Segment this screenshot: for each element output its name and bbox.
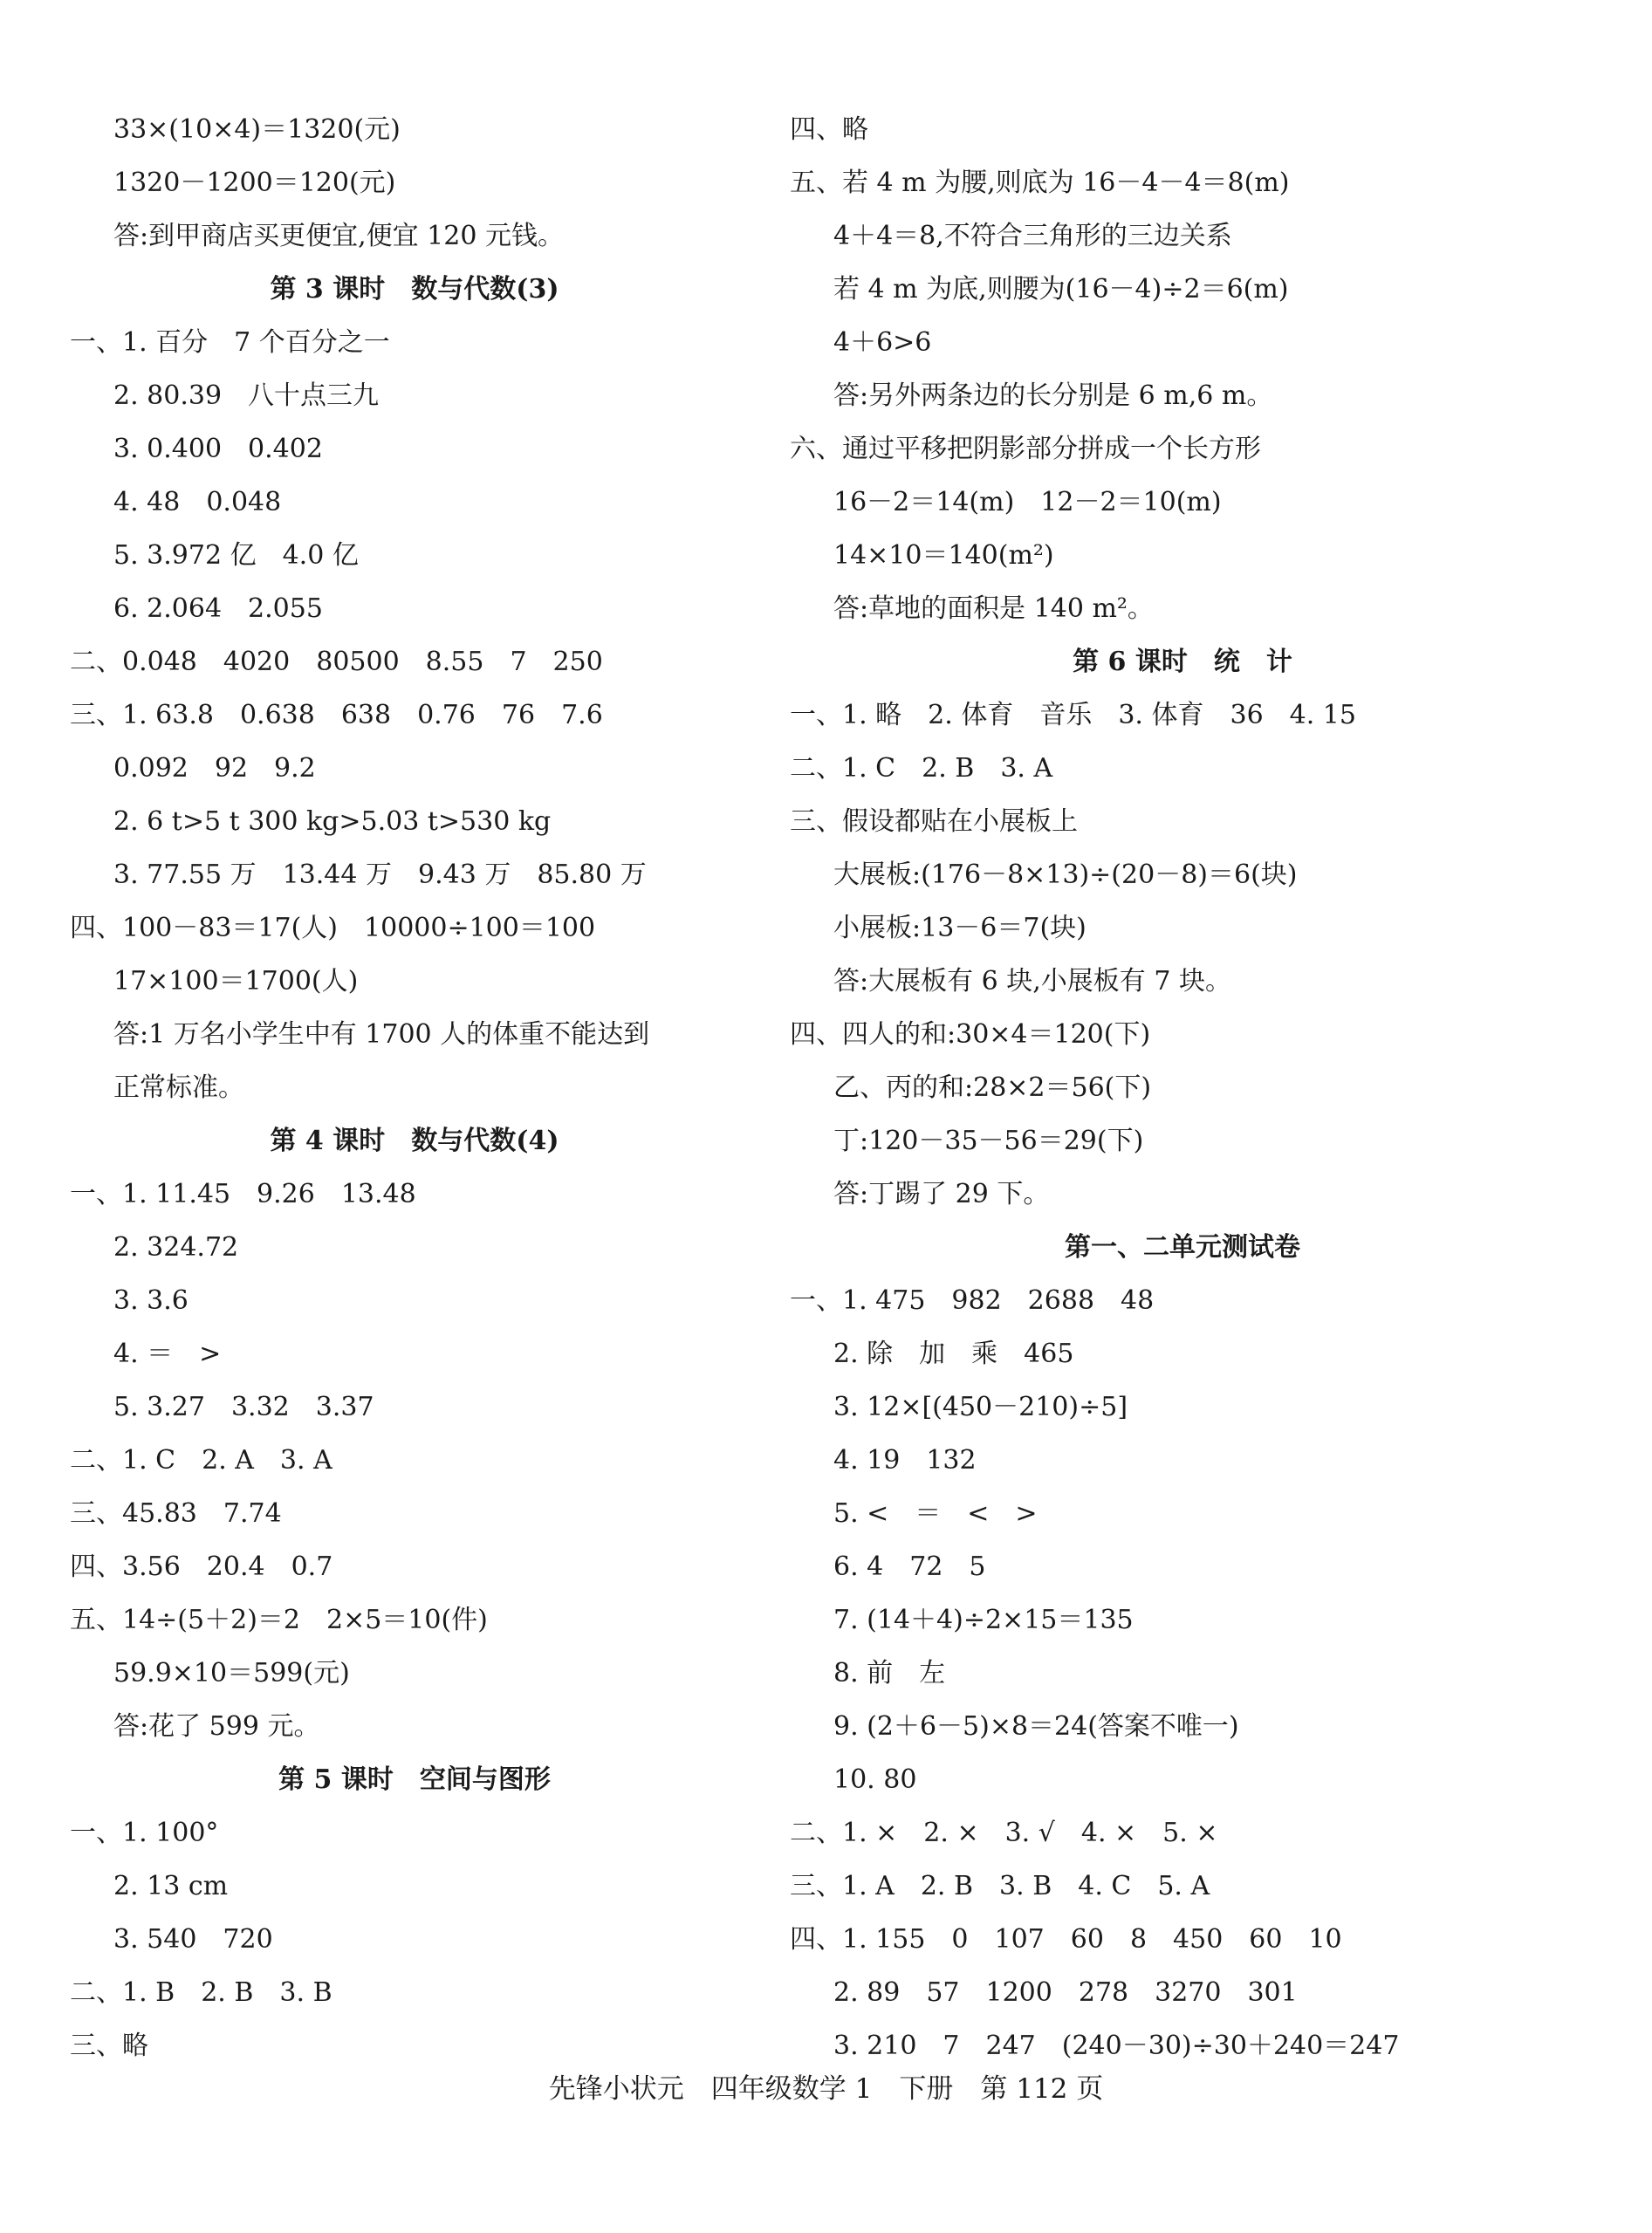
answer-line: 大展板:(176－8×13)÷(20－8)＝6(块) [833,860,1298,890]
answer-line: 四、略 [790,114,868,145]
answer-line: 一、1. 100° [70,1818,219,1848]
answer-line: 一、1. 475 982 2688 48 [790,1285,1155,1316]
answer-line: 0.092 92 9.2 [113,753,316,784]
answer-line: 10. 80 [833,1764,917,1795]
answer-line: 六、通过平移把阴影部分拼成一个长方形 [790,434,1261,464]
answer-line: 三、1. A 2. B 3. B 4. C 5. A [790,1871,1210,1901]
section-heading: 第 6 课时 统 计 [1073,647,1292,677]
answer-line: 5. < ＝ < > [833,1498,1038,1529]
right-column [790,103,1575,2072]
answer-line: 答:大展板有 6 块,小展板有 7 块。 [833,966,1231,997]
answer-line: 答:到甲商店买更便宜,便宜 120 元钱。 [113,221,564,251]
answer-line: 二、1. C 2. A 3. A [70,1445,332,1476]
answer-line: 若 4 m 为底,则腰为(16－4)÷2＝6(m) [833,274,1289,305]
answer-line: 5. 3.27 3.32 3.37 [113,1392,374,1422]
answer-line: 二、1. B 2. B 3. B [70,1977,332,2008]
answer-line: 答:1 万名小学生中有 1700 人的体重不能达到 [113,1019,650,1050]
answer-line: 3. 3.6 [113,1285,189,1316]
answer-line: 3. 210 7 247 (240－30)÷30＋240＝247 [833,2031,1400,2061]
answer-line: 3. 0.400 0.402 [113,434,323,464]
answer-line: 四、100－83＝17(人) 10000÷100＝100 [70,913,596,943]
answer-line: 三、略 [70,2031,148,2061]
answer-line: 四、1. 155 0 107 60 8 450 60 10 [790,1924,1342,1955]
answer-line: 一、1. 11.45 9.26 13.48 [70,1179,416,1209]
answer-line: 59.9×10＝599(元) [113,1658,350,1688]
answer-line: 二、1. C 2. B 3. A [790,753,1053,784]
answer-line: 2. 89 57 1200 278 3270 301 [833,1977,1298,2008]
answer-line: 四、3.56 20.4 0.7 [70,1551,333,1582]
answer-line: 4＋6>6 [833,327,932,358]
answer-line: 三、1. 63.8 0.638 638 0.76 76 7.6 [70,700,603,730]
answer-line: 一、1. 百分 7 个百分之一 [70,327,390,358]
answer-line: 二、0.048 4020 80500 8.55 7 250 [70,647,603,677]
answer-line: 2. 13 cm [113,1871,229,1901]
answer-line: 4. 48 0.048 [113,487,282,517]
answer-line: 6. 2.064 2.055 [113,593,323,624]
answer-line: 4. 19 132 [833,1445,977,1476]
answer-line: 6. 4 72 5 [833,1551,986,1582]
answer-line: 答:丁踢了 29 下。 [833,1179,1050,1209]
answer-line: 三、45.83 7.74 [70,1498,282,1529]
answer-line: 正常标准。 [113,1072,244,1103]
answer-line: 答:草地的面积是 140 m²。 [833,593,1154,624]
answer-line: 乙、丙的和:28×2＝56(下) [833,1072,1152,1103]
answer-line: 2. 80.39 八十点三九 [113,380,380,411]
answer-line: 三、假设都贴在小展板上 [790,806,1078,837]
answer-line: 4＋4＝8,不符合三角形的三边关系 [833,221,1232,251]
answer-line: 9. (2＋6－5)×8＝24(答案不唯一) [833,1711,1239,1742]
answer-line: 8. 前 左 [833,1658,946,1688]
answer-line: 2. 324.72 [113,1232,239,1263]
section-heading: 第 5 课时 空间与图形 [278,1764,551,1795]
answer-line: 小展板:13－6＝7(块) [833,913,1086,943]
answer-line: 3. 12×[(450－210)÷5] [833,1392,1128,1422]
section-heading: 第一、二单元测试卷 [1065,1232,1300,1263]
answer-line: 3. 540 720 [113,1924,273,1955]
answer-line: 四、四人的和:30×4＝120(下) [790,1019,1151,1050]
answer-line: 一、1. 略 2. 体育 音乐 3. 体育 36 4. 15 [790,700,1356,730]
answer-line: 二、1. × 2. × 3. √ 4. × 5. × [790,1818,1218,1848]
answer-line: 丁:120－35－56＝29(下) [833,1126,1144,1156]
answer-line: 5. 3.972 亿 4.0 亿 [113,540,359,571]
answer-line: 五、14÷(5＋2)＝2 2×5＝10(件) [70,1605,488,1635]
left-column [70,103,759,2072]
answer-line: 17×100＝1700(人) [113,966,359,997]
answer-line: 7. (14＋4)÷2×15＝135 [833,1605,1134,1635]
answer-line: 4. ＝ > [113,1339,222,1369]
answer-line: 1320－1200＝120(元) [113,168,396,198]
answer-line: 答:花了 599 元。 [113,1711,320,1742]
answer-line: 五、若 4 m 为腰,则底为 16－4－4＝8(m) [790,168,1290,198]
answer-line: 3. 77.55 万 13.44 万 9.43 万 85.80 万 [113,860,647,890]
answer-line: 14×10＝140(m²) [833,540,1054,571]
section-heading: 第 4 课时 数与代数(4) [270,1126,559,1156]
answer-line: 16－2＝14(m) 12－2＝10(m) [833,487,1222,517]
section-heading: 第 3 课时 数与代数(3) [270,274,559,305]
answer-line: 2. 6 t>5 t 300 kg>5.03 t>530 kg [113,806,552,837]
answer-line: 答:另外两条边的长分别是 6 m,6 m。 [833,380,1273,411]
page-footer: 先锋小状元 四年级数学 1 下册 第 112 页 [548,2073,1104,2105]
answer-line: 33×(10×4)＝1320(元) [113,114,401,145]
answer-line: 2. 除 加 乘 465 [833,1339,1074,1369]
